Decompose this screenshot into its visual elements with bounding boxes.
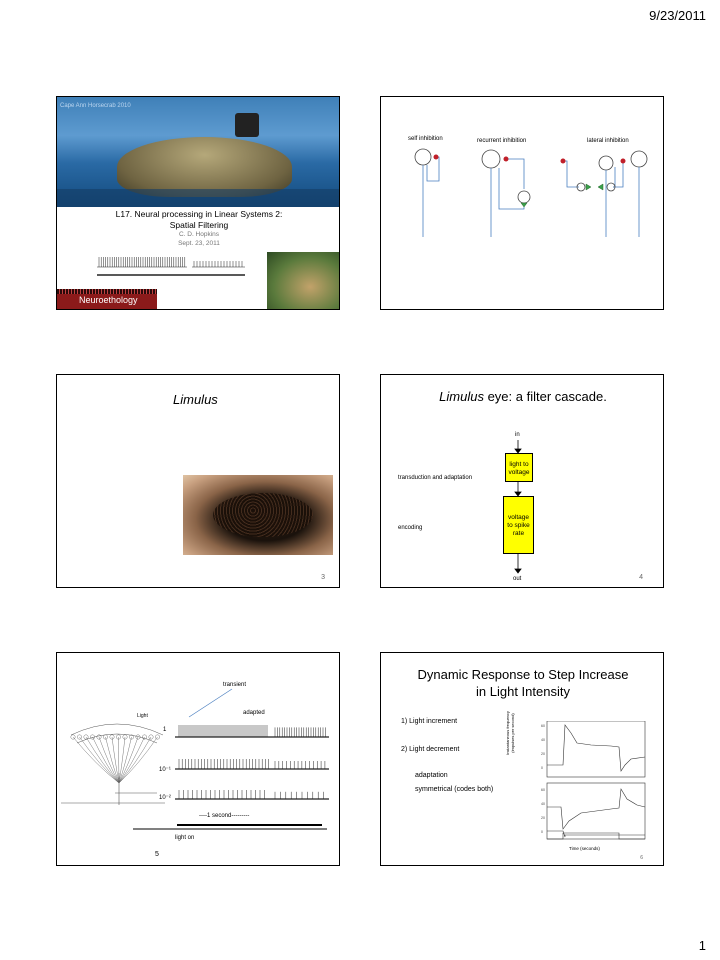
in-label: in [515, 432, 520, 438]
svg-text:0: 0 [541, 830, 543, 834]
page-number: 1 [698, 938, 706, 953]
svg-text:40: 40 [541, 802, 545, 806]
neuroethology-banner [57, 289, 157, 309]
slide-4 [380, 374, 664, 588]
slide-1-author: C. D. Hopkins [178, 231, 220, 238]
slide-1-title: L17. Neural processing in Linear Systems 2: Spatial Filtering [115, 209, 283, 230]
inhibition-circuit-diagram [381, 97, 664, 310]
slide-3 [56, 374, 340, 588]
slide-2 [380, 96, 664, 310]
light-on-label: light on [175, 835, 195, 841]
out-label: out [513, 576, 522, 582]
stage-transduction-label: transduction and adaptation [398, 475, 473, 481]
voltage-to-spike-box: voltage to spike rate [503, 496, 534, 554]
limulus-eye-response-diagram [57, 653, 340, 866]
slide-6 [380, 652, 664, 866]
note-adaptation: adaptation [415, 772, 448, 779]
svg-text:40: 40 [541, 738, 545, 742]
light-to-voltage-box: light to voltage [505, 453, 533, 482]
svg-text:0: 0 [541, 766, 543, 770]
adapted-label: adapted [243, 710, 265, 716]
banner-label: Neuroethology [79, 295, 138, 305]
label-self-inhibition: self inhibition [408, 136, 443, 142]
page-date: 9/23/2011 [649, 8, 706, 23]
photo-credit: Cape Ann Horsecrab 2010 [60, 103, 131, 109]
stage-encoding-label: encoding [398, 525, 423, 531]
svg-text:20: 20 [541, 752, 545, 756]
horseshoe-crab-photo [57, 97, 339, 207]
slide-3-number: 3 [321, 574, 325, 581]
slide-1-date: Sept. 23, 2011 [178, 240, 220, 247]
slide-5-number: 5 [155, 851, 159, 858]
label-lateral-inhibition: lateral inhibition [587, 138, 629, 144]
slide-3-title: Limulus [173, 392, 218, 407]
slide-4-number: 4 [639, 574, 643, 581]
note-symmetrical: symmetrical (codes both) [415, 786, 494, 793]
intensity-label-3: 10⁻² [159, 795, 171, 801]
svg-text:60: 60 [541, 724, 545, 728]
item-light-decrement: 2) Light decrement [401, 746, 460, 753]
slide-4-title-italic: Limulus [439, 389, 484, 404]
one-second-label: ----1 second--------- [199, 813, 250, 819]
slide-6-title: Dynamic Response to Step Increase in Light Intensity [417, 667, 629, 699]
item-light-increment: 1) Light increment [401, 718, 458, 725]
slide-1 [56, 96, 340, 310]
svg-text:60: 60 [541, 788, 545, 792]
crab-photo-small [267, 252, 339, 310]
spike-train-graphic [97, 253, 247, 279]
label-recurrent-inhibition: recurrent inhibition [477, 138, 527, 144]
transient-label: transient [223, 682, 247, 688]
limulus-eye-photo [183, 475, 333, 555]
slide-5 [56, 652, 340, 866]
intensity-label-1: 1 [163, 727, 167, 733]
slide-6-number: 6 [640, 855, 643, 861]
slide-4-title-rest: eye: a filter cascade. [483, 389, 607, 404]
graph-ylabel: Instantaneous frequency (impulses per second) [505, 711, 515, 755]
intensity-label-2: 10⁻¹ [159, 767, 171, 773]
graph-xlabel: Time (seconds) [569, 846, 600, 851]
light-label: Light [137, 713, 148, 719]
svg-text:20: 20 [541, 816, 545, 820]
step-response-graph [541, 721, 661, 845]
